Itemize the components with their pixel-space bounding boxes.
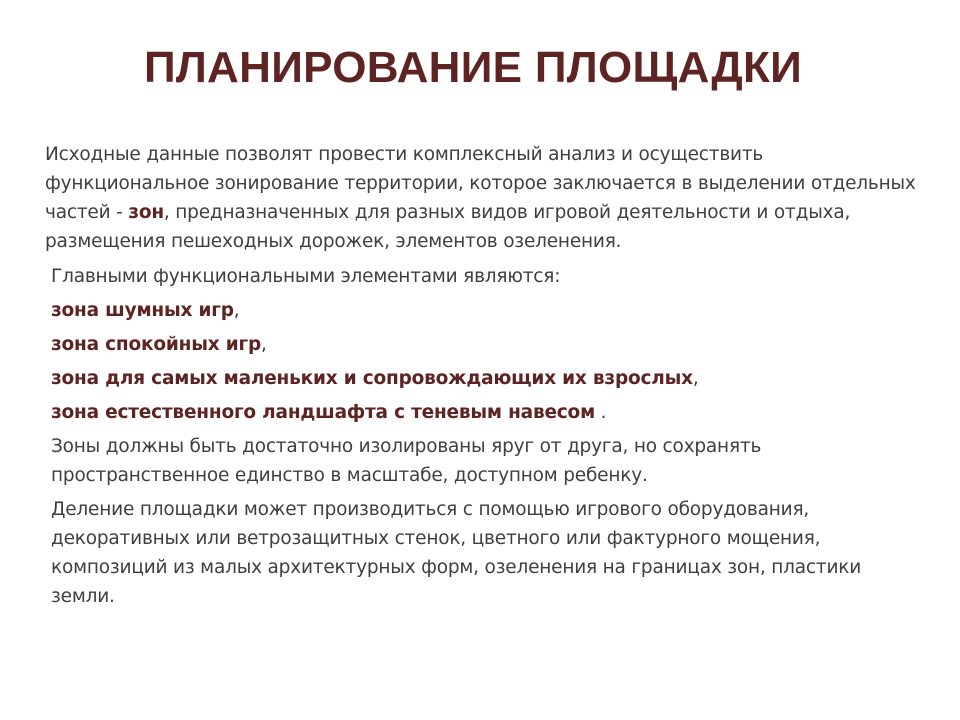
zone-label: зона для самых маленьких и сопровождающих их взрослых — [51, 368, 693, 389]
zone-label: зона естественного ландшафта с теневым навесом — [51, 402, 595, 423]
zone-label: зона спокойных игр — [51, 334, 262, 355]
zone-suffix: , — [233, 300, 240, 321]
zone-item-natural-landscape — [45, 398, 925, 427]
zone-item-noisy-games — [45, 296, 925, 325]
zone-suffix: , — [692, 368, 699, 389]
elements-heading: Главными функциональными элементами являются: — [51, 266, 561, 287]
intro-emphasis-zones: зон — [128, 202, 164, 223]
intro-text-before: Исходные данные позволят провести комплексный анализ и осуществить функциональное зонирование территории, которое заключается в выделении отдельных частей - — [45, 144, 916, 223]
slide-title: ПЛАНИРОВАНИЕ ПЛОЩАДКИ — [143, 43, 803, 92]
zone-item-youngest-children — [45, 364, 925, 393]
intro-paragraph — [45, 140, 925, 256]
zone-suffix: . — [595, 402, 607, 423]
zone-item-quiet-games — [45, 330, 925, 359]
intro-text-after: , предназначенных для разных видов игровой деятельности и отдыха, размещения пешеходных дорожек, элементов озеленения. — [45, 202, 851, 252]
zone-label: зона шумных игр — [51, 300, 234, 321]
division-paragraph: Деление площадки может производиться с помощью игрового оборудования, декоративных или ветрозащитных стенок, цветного или фактурного мощения, композиций из малых архитектурных форм, озеленения на границах зон, пластики земли. — [51, 499, 862, 607]
slide-body — [45, 140, 925, 611]
zone-suffix: , — [261, 334, 267, 355]
isolation-paragraph: Зоны должны быть достаточно изолированы яруг от друга, но сохранять пространственное единство в масштабе, доступном ребенку. — [51, 436, 762, 486]
